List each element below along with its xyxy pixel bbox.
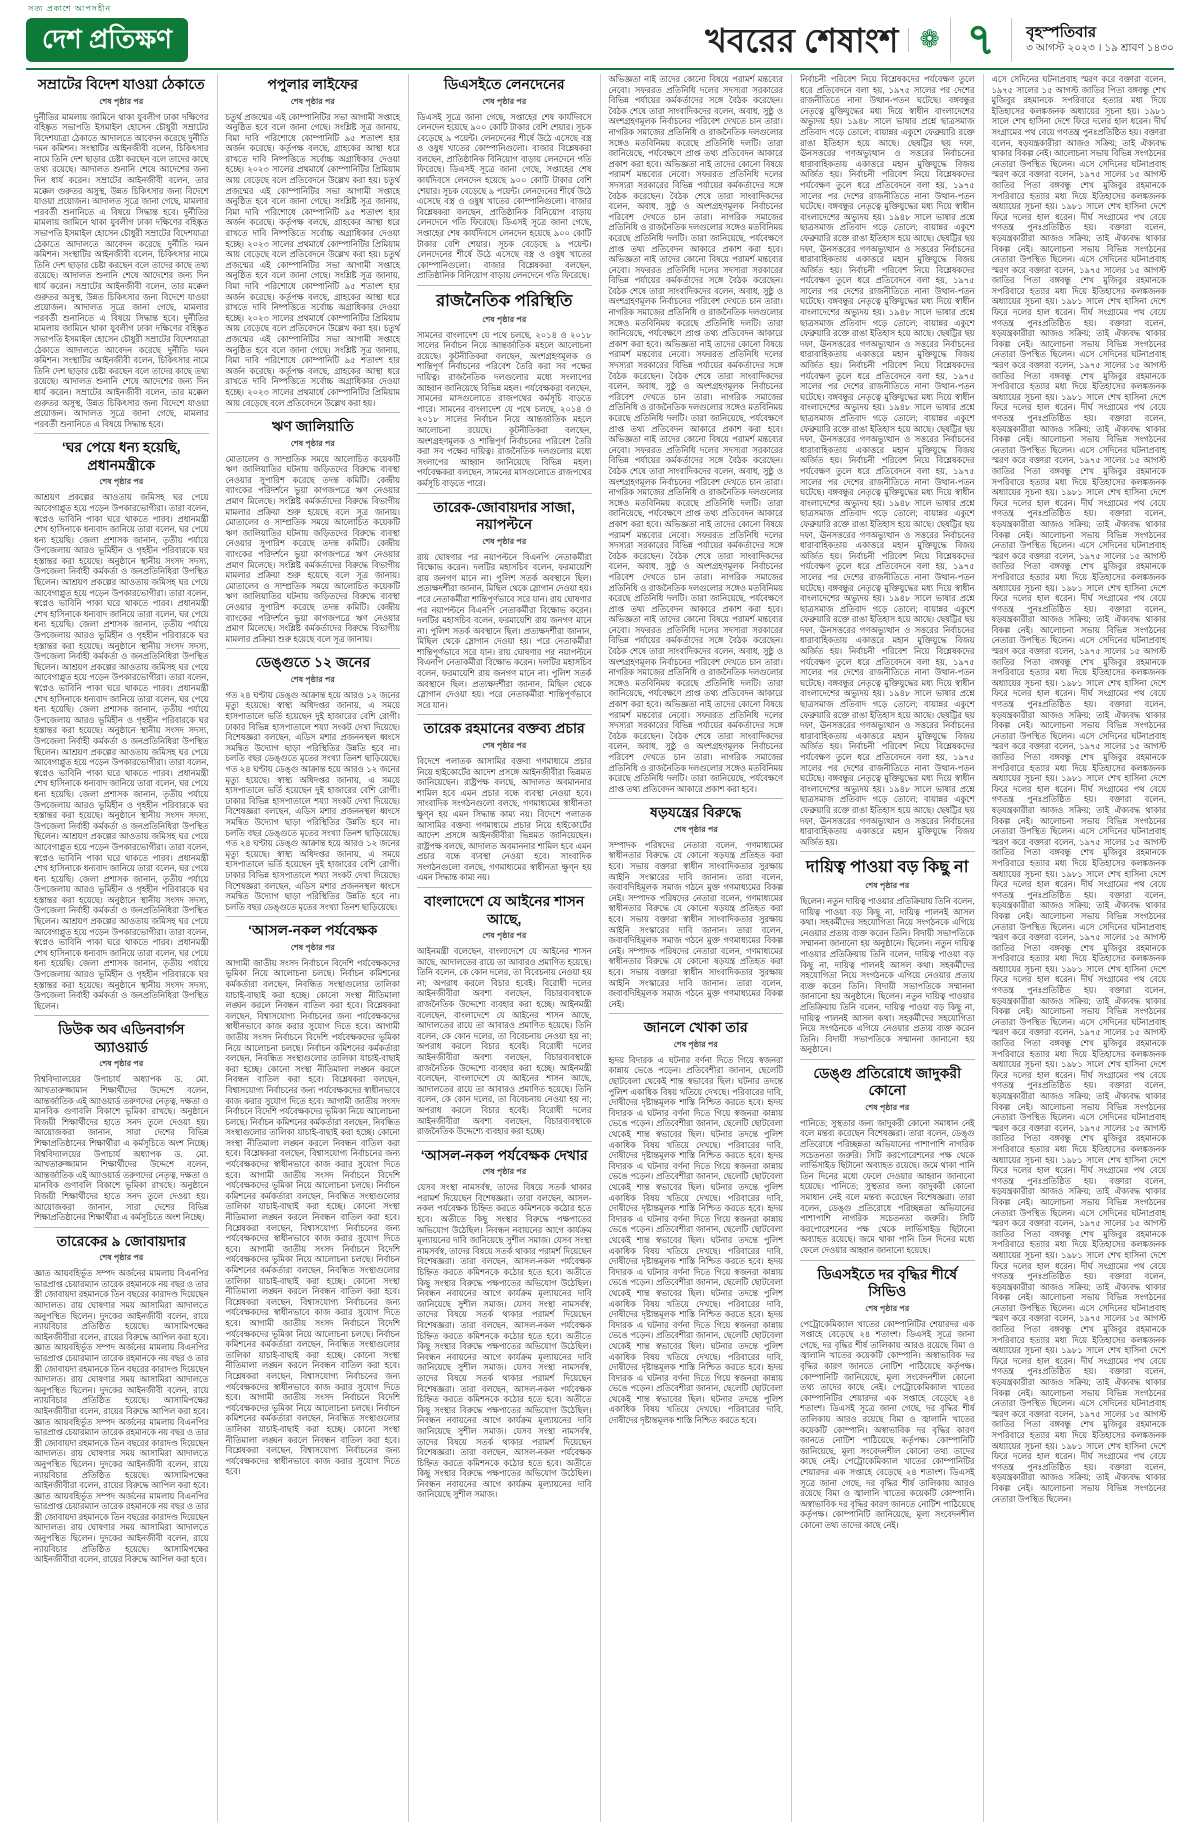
article-headline: তারেক রহমানের বক্তব্য প্রচার [423,720,585,737]
article-headline: ডিউক অব এডিনবার্গস অ্যাওয়ার্ড [58,1021,185,1055]
masthead [26,4,1174,70]
continued-from-label: শেষ পৃষ্ঠার পর [482,536,527,546]
article-headline: ডিএসইতে লেনদেনের [443,76,565,92]
continued-from-label: শেষ পৃষ্ঠার পর [482,1167,527,1177]
article [226,74,401,408]
article [417,74,592,281]
article-body: যেসব সংস্থা নামসর্বস্ব, তাদের বিষয়ে সতর্ক থাকার পরামর্শ দিয়েছেন বিশেষজ্ঞরা। তারা বলছেন, আসল-নকল পর্যবেক্ষক চিহ্নিত করতে কমিশনকে কঠোর হতে হবে। অতীতে কিছু সংস্থার বিরুদ্ধে পক্ষপাতের অভিযোগ উঠেছিল। নিবন্ধন নবায়নের আগে কার্যক্রম মূল্যায়নের দাবি জানিয়েছে সুশীল সমাজ। যেসব সংস্থা নামসর্বস্ব, তাদের বিষয়ে সতর্ক থাকার পরামর্শ দিয়েছেন বিশেষজ্ঞরা। তারা বলছেন, আসল-নকল পর্যবেক্ষক চিহ্নিত করতে কমিশনকে কঠোর হতে হবে। অতীতে কিছু সংস্থার বিরুদ্ধে পক্ষপাতের অভিযোগ উঠেছিল। নিবন্ধন নবায়নের আগে কার্যক্রম মূল্যায়নের দাবি জানিয়েছে সুশীল সমাজ। যেসব সংস্থা নামসর্বস্ব, তাদের বিষয়ে সতর্ক থাকার পরামর্শ দিয়েছেন বিশেষজ্ঞরা। তারা বলছেন, আসল-নকল পর্যবেক্ষক চিহ্নিত করতে কমিশনকে কঠোর হতে হবে। অতীতে কিছু সংস্থার বিরুদ্ধে পক্ষপাতের অভিযোগ উঠেছিল। নিবন্ধন নবায়নের আগে কার্যক্রম মূল্যায়নের দাবি জানিয়েছে সুশীল সমাজ। যেসব সংস্থা নামসর্বস্ব, তাদের বিষয়ে সতর্ক থাকার পরামর্শ দিয়েছেন বিশেষজ্ঞরা। তারা বলছেন, আসল-নকল পর্যবেক্ষক চিহ্নিত করতে কমিশনকে কঠোর হতে হবে। অতীতে কিছু সংস্থার বিরুদ্ধে পক্ষপাতের অভিযোগ উঠেছিল। নিবন্ধন নবায়নের আগে কার্যক্রম মূল্যায়নের দাবি জানিয়েছে সুশীল সমাজ। যেসব সংস্থা নামসর্বস্ব, তাদের বিষয়ে সতর্ক থাকার পরামর্শ দিয়েছেন বিশেষজ্ঞরা। তারা বলছেন, আসল-নকল পর্যবেক্ষক চিহ্নিত করতে কমিশনকে কঠোর হতে হবে। অতীতে কিছু সংস্থার বিরুদ্ধে পক্ষপাতের অভিযোগ উঠেছিল। নিবন্ধন নবায়নের আগে কার্যক্রম মূল্যায়নের দাবি জানিয়েছে সুশীল সমাজ। [417,1182,592,1500]
news-column-1 [26,74,217,1822]
article [609,798,784,1009]
continued-from-label: শেষ পৃষ্ঠার পর [99,1253,144,1263]
article [417,887,592,1137]
article-body: ছিলেন। নতুন দায়িত্ব পাওয়ার প্রতিক্রিয়ায় তিনি বলেন, দায়িত্ব পাওয়া বড় কিছু না, দায়িত্ব পালনই আসল কথা। সহকর্মীদের সহযোগিতা নিয়ে সংগঠনকে এগিয়ে নেওয়ার প্রত্যয় ব্যক্ত করেন তিনি। বিদায়ী সভাপতিকে সম্মাননা জানানো হয় অনুষ্ঠানে। ছিলেন। নতুন দায়িত্ব পাওয়ার প্রতিক্রিয়ায় তিনি বলেন, দায়িত্ব পাওয়া বড় কিছু না, দায়িত্ব পালনই আসল কথা। সহকর্মীদের সহযোগিতা নিয়ে সংগঠনকে এগিয়ে নেওয়ার প্রত্যয় ব্যক্ত করেন তিনি। বিদায়ী সভাপতিকে সম্মাননা জানানো হয় অনুষ্ঠানে। ছিলেন। নতুন দায়িত্ব পাওয়ার প্রতিক্রিয়ায় তিনি বলেন, দায়িত্ব পাওয়া বড় কিছু না, দায়িত্ব পালনই আসল কথা। সহকর্মীদের সহযোগিতা নিয়ে সংগঠনকে এগিয়ে নেওয়ার প্রত্যয় ব্যক্ত করেন তিনি। বিদায়ী সভাপতিকে সম্মাননা জানানো হয় অনুষ্ঠানে। [800,895,975,1055]
article-headline: পপুলার লাইফের [267,76,358,92]
continued-from-label: শেষ পৃষ্ঠার পর [865,880,910,890]
article-body: বিদেশে পলাতক আসামির বক্তব্য গণমাধ্যমে প্রচার নিয়ে হাইকোর্টের আদেশ প্রসঙ্গে আইনজীবীরা ভিন্নমত জানিয়েছেন। রাষ্ট্রপক্ষ বলছে, আদালত অবমাননার শামিল হবে এমন প্রচার বন্ধে ব্যবস্থা নেওয়া হবে। সাংবাদিক সংগঠনগুলো বলছে, গণমাধ্যমের স্বাধীনতা ক্ষুণ্ন হয় এমন সিদ্ধান্ত কাম্য নয়। বিদেশে পলাতক আসামির বক্তব্য গণমাধ্যমে প্রচার নিয়ে হাইকোর্টের আদেশ প্রসঙ্গে আইনজীবীরা ভিন্নমত জানিয়েছেন। রাষ্ট্রপক্ষ বলছে, আদালত অবমাননার শামিল হবে এমন প্রচার বন্ধে ব্যবস্থা নেওয়া হবে। সাংবাদিক সংগঠনগুলো বলছে, গণমাধ্যমের স্বাধীনতা ক্ষুণ্ন হয় এমন সিদ্ধান্ত কাম্য নয়। [417,755,592,883]
article-headline: ডেঙ্গুতে ১২ জনের [255,654,371,671]
article-headline: ডেঙ্গু প্রতিরোধে জাদুকরী কোনো [813,1064,962,1099]
article-continuation [800,74,975,847]
article-body: আগামী জাতীয় সংসদ নির্বাচনে বিদেশি পর্যবেক্ষকদের ভূমিকা নিয়ে আলোচনা চলছে। নির্বাচন কমিশনের কর্মকর্তারা বলছেন, নিবন্ধিত সংস্থাগুলোর তালিকা যাচাই-বাছাই করা হচ্ছে। কোনো সংস্থা নীতিমালা লঙ্ঘন করলে নিবন্ধন বাতিল করা হবে। বিশ্লেষকরা বলছেন, বিশ্বাসযোগ্য নির্বাচনের জন্য পর্যবেক্ষকদের স্বাধীনভাবে কাজ করার সুযোগ দিতে হবে। আগামী জাতীয় সংসদ নির্বাচনে বিদেশি পর্যবেক্ষকদের ভূমিকা নিয়ে আলোচনা চলছে। নির্বাচন কমিশনের কর্মকর্তারা বলছেন, নিবন্ধিত সংস্থাগুলোর তালিকা যাচাই-বাছাই করা হচ্ছে। কোনো সংস্থা নীতিমালা লঙ্ঘন করলে নিবন্ধন বাতিল করা হবে। বিশ্লেষকরা বলছেন, বিশ্বাসযোগ্য নির্বাচনের জন্য পর্যবেক্ষকদের স্বাধীনভাবে কাজ করার সুযোগ দিতে হবে। আগামী জাতীয় সংসদ নির্বাচনে বিদেশি পর্যবেক্ষকদের ভূমিকা নিয়ে আলোচনা চলছে। নির্বাচন কমিশনের কর্মকর্তারা বলছেন, নিবন্ধিত সংস্থাগুলোর তালিকা যাচাই-বাছাই করা হচ্ছে। কোনো সংস্থা নীতিমালা লঙ্ঘন করলে নিবন্ধন বাতিল করা হবে। বিশ্লেষকরা বলছেন, বিশ্বাসযোগ্য নির্বাচনের জন্য পর্যবেক্ষকদের স্বাধীনভাবে কাজ করার সুযোগ দিতে হবে। আগামী জাতীয় সংসদ নির্বাচনে বিদেশি পর্যবেক্ষকদের ভূমিকা নিয়ে আলোচনা চলছে। নির্বাচন কমিশনের কর্মকর্তারা বলছেন, নিবন্ধিত সংস্থাগুলোর তালিকা যাচাই-বাছাই করা হচ্ছে। কোনো সংস্থা নীতিমালা লঙ্ঘন করলে নিবন্ধন বাতিল করা হবে। বিশ্লেষকরা বলছেন, বিশ্বাসযোগ্য নির্বাচনের জন্য পর্যবেক্ষকদের স্বাধীনভাবে কাজ করার সুযোগ দিতে হবে। আগামী জাতীয় সংসদ নির্বাচনে বিদেশি পর্যবেক্ষকদের ভূমিকা নিয়ে আলোচনা চলছে। নির্বাচন কমিশনের কর্মকর্তারা বলছেন, নিবন্ধিত সংস্থাগুলোর তালিকা যাচাই-বাছাই করা হচ্ছে। কোনো সংস্থা নীতিমালা লঙ্ঘন করলে নিবন্ধন বাতিল করা হবে। বিশ্লেষকরা বলছেন, বিশ্বাসযোগ্য নির্বাচনের জন্য পর্যবেক্ষকদের স্বাধীনভাবে কাজ করার সুযোগ দিতে হবে। আগামী জাতীয় সংসদ নির্বাচনে বিদেশি পর্যবেক্ষকদের ভূমিকা নিয়ে আলোচনা চলছে। নির্বাচন কমিশনের কর্মকর্তারা বলছেন, নিবন্ধিত সংস্থাগুলোর তালিকা যাচাই-বাছাই করা হচ্ছে। কোনো সংস্থা নীতিমালা লঙ্ঘন করলে নিবন্ধন বাতিল করা হবে। বিশ্লেষকরা বলছেন, বিশ্বাসযোগ্য নির্বাচনের জন্য পর্যবেক্ষকদের স্বাধীনভাবে কাজ করার সুযোগ দিতে হবে। আগামী জাতীয় সংসদ নির্বাচনে বিদেশি পর্যবেক্ষকদের ভূমিকা নিয়ে আলোচনা চলছে। নির্বাচন কমিশনের কর্মকর্তারা বলছেন, নিবন্ধিত সংস্থাগুলোর তালিকা যাচাই-বাছাই করা হচ্ছে। কোনো সংস্থা নীতিমালা লঙ্ঘন করলে নিবন্ধন বাতিল করা হবে। বিশ্লেষকরা বলছেন, বিশ্বাসযোগ্য নির্বাচনের জন্য পর্যবেক্ষকদের স্বাধীনভাবে কাজ করার সুযোগ দিতে হবে। [225,957,400,1477]
news-column-5 [791,74,983,1822]
continued-from-label: শেষ পৃষ্ঠার পর [482,931,527,941]
article-body: বিশ্ববিদ্যালয়ের উপাচার্য অধ্যাপক ড. মো. আখতারুজ্জামান শিক্ষার্থীদের উদ্দেশে বলেন, আন্তর্জাতিক এই অ্যাওয়ার্ড তরুণদের নেতৃত্ব, দক্ষতা ও মানবিক গুণাবলি বিকাশে ভূমিকা রাখছে। অনুষ্ঠানে বিজয়ী শিক্ষার্থীদের হাতে সনদ তুলে দেওয়া হয়। আয়োজকরা জানান, সারা দেশের বিভিন্ন শিক্ষাপ্রতিষ্ঠানের শিক্ষার্থীরা এ কর্মসূচিতে অংশ নিচ্ছে। বিশ্ববিদ্যালয়ের উপাচার্য অধ্যাপক ড. মো. আখতারুজ্জামান শিক্ষার্থীদের উদ্দেশে বলেন, আন্তর্জাতিক এই অ্যাওয়ার্ড তরুণদের নেতৃত্ব, দক্ষতা ও মানবিক গুণাবলি বিকাশে ভূমিকা রাখছে। অনুষ্ঠানে বিজয়ী শিক্ষার্থীদের হাতে সনদ তুলে দেওয়া হয়। আয়োজকরা জানান, সারা দেশের বিভিন্ন শিক্ষাপ্রতিষ্ঠানের শিক্ষার্থীরা এ কর্মসূচিতে অংশ নিচ্ছে। [34,1074,209,1223]
continued-from-label: শেষ পৃষ্ঠার পর [865,1102,910,1112]
article-body: রায় ঘোষণার পর নয়াপল্টনে বিএনপি নেতাকর্মীরা বিক্ষোভ করেন। দলটির মহাসচিব বলেন, ফরমায়েশি রায় জনগণ মানে না। পুলিশ সতর্ক অবস্থানে ছিল। প্রত্যক্ষদর্শীরা জানান, মিছিল থেকে স্লোগান দেওয়া হয়। পরে নেতাকর্মীরা শান্তিপূর্ণভাবে সরে যান। রায় ঘোষণার পর নয়াপল্টনে বিএনপি নেতাকর্মীরা বিক্ষোভ করেন। দলটির মহাসচিব বলেন, ফরমায়েশি রায় জনগণ মানে না। পুলিশ সতর্ক অবস্থানে ছিল। প্রত্যক্ষদর্শীরা জানান, মিছিল থেকে স্লোগান দেওয়া হয়। পরে নেতাকর্মীরা শান্তিপূর্ণভাবে সরে যান। রায় ঘোষণার পর নয়াপল্টনে বিএনপি নেতাকর্মীরা বিক্ষোভ করেন। দলটির মহাসচিব বলেন, ফরমায়েশি রায় জনগণ মানে না। পুলিশ সতর্ক অবস্থানে ছিল। প্রত্যক্ষদর্শীরা জানান, মিছিল থেকে স্লোগান দেওয়া হয়। পরে নেতাকর্মীরা শান্তিপূর্ণভাবে সরে যান। [417,551,592,710]
continued-from-label: শেষ পৃষ্ঠার পর [290,942,335,952]
article-body: ডিএসই সূত্রে জানা গেছে, সপ্তাহের শেষ কার্যদিবসে লেনদেন হয়েছে ৯০০ কোটি টাকার বেশি শেয়ার। সূচক বেড়েছে ৯ পয়েন্ট। লেনদেনের শীর্ষে উঠে এসেছে বস্ত্র ও ওষুধ খাতের কোম্পানিগুলো। বাজার বিশ্লেষকরা বলছেন, প্রাতিষ্ঠানিক বিনিয়োগ বাড়ায় লেনদেনে গতি ফিরেছে। ডিএসই সূত্রে জানা গেছে, সপ্তাহের শেষ কার্যদিবসে লেনদেন হয়েছে ৯০০ কোটি টাকার বেশি শেয়ার। সূচক বেড়েছে ৯ পয়েন্ট। লেনদেনের শীর্ষে উঠে এসেছে বস্ত্র ও ওষুধ খাতের কোম্পানিগুলো। বাজার বিশ্লেষকরা বলছেন, প্রাতিষ্ঠানিক বিনিয়োগ বাড়ায় লেনদেনে গতি ফিরেছে। ডিএসই সূত্রে জানা গেছে, সপ্তাহের শেষ কার্যদিবসে লেনদেন হয়েছে ৯০০ কোটি টাকার বেশি শেয়ার। সূচক বেড়েছে ৯ পয়েন্ট। লেনদেনের শীর্ষে উঠে এসেছে বস্ত্র ও ওষুধ খাতের কোম্পানিগুলো। বাজার বিশ্লেষকরা বলছেন, প্রাতিষ্ঠানিক বিনিয়োগ বাড়ায় লেনদেনে গতি ফিরেছে। [417,111,592,281]
news-column-2 [217,74,409,1822]
continued-from-label: শেষ পৃষ্ঠার পর [290,438,335,448]
article [417,285,592,489]
article-body: পানিতে; সুস্থতার জন্য জাদুকরী কোনো সমাধান নেই বলে মন্তব্য করেছেন বিশেষজ্ঞরা। তারা বলেন, ডেঙ্গু প্রতিরোধে পরিচ্ছন্নতা অভিযানের পাশাপাশি নাগরিক সচেতনতা জরুরি। সিটি করপোরেশনের পক্ষ থেকে লার্ভিসাইড ছিটানো অব্যাহত রয়েছে। জমে থাকা পানি তিন দিনের মধ্যে ফেলে দেওয়ার আহ্বান জানানো হয়েছে। পানিতে; সুস্থতার জন্য জাদুকরী কোনো সমাধান নেই বলে মন্তব্য করেছেন বিশেষজ্ঞরা। তারা বলেন, ডেঙ্গু প্রতিরোধে পরিচ্ছন্নতা অভিযানের পাশাপাশি নাগরিক সচেতনতা জরুরি। সিটি করপোরেশনের পক্ষ থেকে লার্ভিসাইড ছিটানো অব্যাহত রয়েছে। জমে থাকা পানি তিন দিনের মধ্যে ফেলে দেওয়ার আহ্বান জানানো হয়েছে। [800,1117,975,1255]
article [609,1013,784,1425]
flower-icon: ❁ [908,28,949,52]
newspaper-logo: দেশ প্রতিক্ষণ [26,18,188,62]
article-headline: তারেক-জোবায়দার সাজা, নয়াপল্টনে [433,498,575,533]
continued-from-label: শেষ পৃষ্ঠার পর [865,1303,910,1313]
article-body: গত ২৪ ঘণ্টায় ডেঙ্গু আক্রান্ত হয়ে আরও ১২ জনের মৃত্যু হয়েছে। স্বাস্থ্য অধিদপ্তর জানায়, এ সময়ে হাসপাতালে ভর্তি হয়েছেন দুই হাজারের বেশি রোগী। ঢাকার বিভিন্ন হাসপাতালে শয্যা সংকট দেখা দিয়েছে। বিশেষজ্ঞরা বলছেন, এডিস মশার প্রজননস্থল ধ্বংসে সমন্বিত উদ্যোগ ছাড়া পরিস্থিতির উন্নতি হবে না। চলতি বছর ডেঙ্গুতে মৃতের সংখ্যা তিনশ ছাড়িয়েছে। গত ২৪ ঘণ্টায় ডেঙ্গু আক্রান্ত হয়ে আরও ১২ জনের মৃত্যু হয়েছে। স্বাস্থ্য অধিদপ্তর জানায়, এ সময়ে হাসপাতালে ভর্তি হয়েছেন দুই হাজারের বেশি রোগী। ঢাকার বিভিন্ন হাসপাতালে শয্যা সংকট দেখা দিয়েছে। বিশেষজ্ঞরা বলছেন, এডিস মশার প্রজননস্থল ধ্বংসে সমন্বিত উদ্যোগ ছাড়া পরিস্থিতির উন্নতি হবে না। চলতি বছর ডেঙ্গুতে মৃতের সংখ্যা তিনশ ছাড়িয়েছে। গত ২৪ ঘণ্টায় ডেঙ্গু আক্রান্ত হয়ে আরও ১২ জনের মৃত্যু হয়েছে। স্বাস্থ্য অধিদপ্তর জানায়, এ সময়ে হাসপাতালে ভর্তি হয়েছেন দুই হাজারের বেশি রোগী। ঢাকার বিভিন্ন হাসপাতালে শয্যা সংকট দেখা দিয়েছে। বিশেষজ্ঞরা বলছেন, এডিস মশার প্রজননস্থল ধ্বংসে সমন্বিত উদ্যোগ ছাড়া পরিস্থিতির উন্নতি হবে না। চলতি বছর ডেঙ্গুতে মৃতের সংখ্যা তিনশ ছাড়িয়েছে। [225,689,400,912]
article [34,433,209,1011]
article [417,714,592,883]
masthead-tagline: সত্য প্রকাশে আপসহীন [28,4,112,13]
article-body: আইনমন্ত্রী বলেছেন, বাংলাদেশে যে আইনের শাসন আছে, আদালতের রায়ে তা আবারও প্রমাণিত হয়েছে। তিনি বলেন, কে কোন দলের, তা বিবেচনায় নেওয়া হয় না; অপরাধ করলে বিচার হবেই। বিরোধী দলের আইনজীবীরা অবশ্য বলছেন, বিচারব্যবস্থাকে রাজনৈতিক উদ্দেশ্যে ব্যবহার করা হচ্ছে। আইনমন্ত্রী বলেছেন, বাংলাদেশে যে আইনের শাসন আছে, আদালতের রায়ে তা আবারও প্রমাণিত হয়েছে। তিনি বলেন, কে কোন দলের, তা বিবেচনায় নেওয়া হয় না; অপরাধ করলে বিচার হবেই। বিরোধী দলের আইনজীবীরা অবশ্য বলছেন, বিচারব্যবস্থাকে রাজনৈতিক উদ্দেশ্যে ব্যবহার করা হচ্ছে। আইনমন্ত্রী বলেছেন, বাংলাদেশে যে আইনের শাসন আছে, আদালতের রায়ে তা আবারও প্রমাণিত হয়েছে। তিনি বলেন, কে কোন দলের, তা বিবেচনায় নেওয়া হয় না; অপরাধ করলে বিচার হবেই। বিরোধী দলের আইনজীবীরা অবশ্য বলছেন, বিচারব্যবস্থাকে রাজনৈতিক উদ্দেশ্যে ব্যবহার করা হচ্ছে। [417,946,592,1137]
article-headline: ডিএসইতে দর বৃদ্ধির শীর্ষে সিভিও [817,1265,958,1300]
article-headline: ‘ঘর পেয়ে ধন্য হয়েছি, প্রধানমন্ত্রীকে [61,439,181,473]
continued-from-label: শেষ পৃষ্ঠার পর [290,674,335,684]
continued-from-label: শেষ পৃষ্ঠার পর [673,1039,718,1049]
continued-from-label: শেষ পৃষ্ঠার পর [482,96,527,106]
article-body: নির্বাচনী পরিবেশ নিয়ে বিশ্লেষকদের পর্যবেক্ষণ তুলে ধরে প্রতিবেদনে বলা হয়, ১৯৭৫ সালের পর দেশের রাজনীতিতে নানা উত্থান-পতন ঘটেছে। বঙ্গবন্ধুর নেতৃত্বে মুক্তিযুদ্ধের মধ্য দিয়ে স্বাধীন বাংলাদেশের অভ্যুদয় হয়। ১৯৪৮ সালে ভাষার প্রশ্নে ছাত্রসমাজ প্রতিবাদ গড়ে তোলে; বায়ান্নর একুশে ফেব্রুয়ারি রক্তে রাঙা ইতিহাস হয়ে আছে। ছেষট্টির ছয় দফা, ঊনসত্তরের গণঅভ্যুত্থান ও সত্তরের নির্বাচনের ধারাবাহিকতায় একাত্তরে মহান মুক্তিযুদ্ধে বিজয় অর্জিত হয়। নির্বাচনী পরিবেশ নিয়ে বিশ্লেষকদের পর্যবেক্ষণ তুলে ধরে প্রতিবেদনে বলা হয়, ১৯৭৫ সালের পর দেশের রাজনীতিতে নানা উত্থান-পতন ঘটেছে। বঙ্গবন্ধুর নেতৃত্বে মুক্তিযুদ্ধের মধ্য দিয়ে স্বাধীন বাংলাদেশের অভ্যুদয় হয়। ১৯৪৮ সালে ভাষার প্রশ্নে ছাত্রসমাজ প্রতিবাদ গড়ে তোলে; বায়ান্নর একুশে ফেব্রুয়ারি রক্তে রাঙা ইতিহাস হয়ে আছে। ছেষট্টির ছয় দফা, ঊনসত্তরের গণঅভ্যুত্থান ও সত্তরের নির্বাচনের ধারাবাহিকতায় একাত্তরে মহান মুক্তিযুদ্ধে বিজয় অর্জিত হয়। নির্বাচনী পরিবেশ নিয়ে বিশ্লেষকদের পর্যবেক্ষণ তুলে ধরে প্রতিবেদনে বলা হয়, ১৯৭৫ সালের পর দেশের রাজনীতিতে নানা উত্থান-পতন ঘটেছে। বঙ্গবন্ধুর নেতৃত্বে মুক্তিযুদ্ধের মধ্য দিয়ে স্বাধীন বাংলাদেশের অভ্যুদয় হয়। ১৯৪৮ সালে ভাষার প্রশ্নে ছাত্রসমাজ প্রতিবাদ গড়ে তোলে; বায়ান্নর একুশে ফেব্রুয়ারি রক্তে রাঙা ইতিহাস হয়ে আছে। ছেষট্টির ছয় দফা, ঊনসত্তরের গণঅভ্যুত্থান ও সত্তরের নির্বাচনের ধারাবাহিকতায় একাত্তরে মহান মুক্তিযুদ্ধে বিজয় অর্জিত হয়। নির্বাচনী পরিবেশ নিয়ে বিশ্লেষকদের পর্যবেক্ষণ তুলে ধরে প্রতিবেদনে বলা হয়, ১৯৭৫ সালের পর দেশের রাজনীতিতে নানা উত্থান-পতন ঘটেছে। বঙ্গবন্ধুর নেতৃত্বে মুক্তিযুদ্ধের মধ্য দিয়ে স্বাধীন বাংলাদেশের অভ্যুদয় হয়। ১৯৪৮ সালে ভাষার প্রশ্নে ছাত্রসমাজ প্রতিবাদ গড়ে তোলে; বায়ান্নর একুশে ফেব্রুয়ারি রক্তে রাঙা ইতিহাস হয়ে আছে। ছেষট্টির ছয় দফা, ঊনসত্তরের গণঅভ্যুত্থান ও সত্তরের নির্বাচনের ধারাবাহিকতায় একাত্তরে মহান মুক্তিযুদ্ধে বিজয় অর্জিত হয়। নির্বাচনী পরিবেশ নিয়ে বিশ্লেষকদের পর্যবেক্ষণ তুলে ধরে প্রতিবেদনে বলা হয়, ১৯৭৫ সালের পর দেশের রাজনীতিতে নানা উত্থান-পতন ঘটেছে। বঙ্গবন্ধুর নেতৃত্বে মুক্তিযুদ্ধের মধ্য দিয়ে স্বাধীন বাংলাদেশের অভ্যুদয় হয়। ১৯৪৮ সালে ভাষার প্রশ্নে ছাত্রসমাজ প্রতিবাদ গড়ে তোলে; বায়ান্নর একুশে ফেব্রুয়ারি রক্তে রাঙা ইতিহাস হয়ে আছে। ছেষট্টির ছয় দফা, ঊনসত্তরের গণঅভ্যুত্থান ও সত্তরের নির্বাচনের ধারাবাহিকতায় একাত্তরে মহান মুক্তিযুদ্ধে বিজয় অর্জিত হয়। নির্বাচনী পরিবেশ নিয়ে বিশ্লেষকদের পর্যবেক্ষণ তুলে ধরে প্রতিবেদনে বলা হয়, ১৯৭৫ সালের পর দেশের রাজনীতিতে নানা উত্থান-পতন ঘটেছে। বঙ্গবন্ধুর নেতৃত্বে মুক্তিযুদ্ধের মধ্য দিয়ে স্বাধীন বাংলাদেশের অভ্যুদয় হয়। ১৯৪৮ সালে ভাষার প্রশ্নে ছাত্রসমাজ প্রতিবাদ গড়ে তোলে; বায়ান্নর একুশে ফেব্রুয়ারি রক্তে রাঙা ইতিহাস হয়ে আছে। ছেষট্টির ছয় দফা, ঊনসত্তরের গণঅভ্যুত্থান ও সত্তরের নির্বাচনের ধারাবাহিকতায় একাত্তরে মহান মুক্তিযুদ্ধে বিজয় অর্জিত হয়। নির্বাচনী পরিবেশ নিয়ে বিশ্লেষকদের পর্যবেক্ষণ তুলে ধরে প্রতিবেদনে বলা হয়, ১৯৭৫ সালের পর দেশের রাজনীতিতে নানা উত্থান-পতন ঘটেছে। বঙ্গবন্ধুর নেতৃত্বে মুক্তিযুদ্ধের মধ্য দিয়ে স্বাধীন বাংলাদেশের অভ্যুদয় হয়। ১৯৪৮ সালে ভাষার প্রশ্নে ছাত্রসমাজ প্রতিবাদ গড়ে তোলে; বায়ান্নর একুশে ফেব্রুয়ারি রক্তে রাঙা ইতিহাস হয়ে আছে। ছেষট্টির ছয় দফা, ঊনসত্তরের গণঅভ্যুত্থান ও সত্তরের নির্বাচনের ধারাবাহিকতায় একাত্তরে মহান মুক্তিযুদ্ধে বিজয় অর্জিত হয়। নির্বাচনী পরিবেশ নিয়ে বিশ্লেষকদের পর্যবেক্ষণ তুলে ধরে প্রতিবেদনে বলা হয়, ১৯৭৫ সালের পর দেশের রাজনীতিতে নানা উত্থান-পতন ঘটেছে। বঙ্গবন্ধুর নেতৃত্বে মুক্তিযুদ্ধের মধ্য দিয়ে স্বাধীন বাংলাদেশের অভ্যুদয় হয়। ১৯৪৮ সালে ভাষার প্রশ্নে ছাত্রসমাজ প্রতিবাদ গড়ে তোলে; বায়ান্নর একুশে ফেব্রুয়ারি রক্তে রাঙা ইতিহাস হয়ে আছে। ছেষট্টির ছয় দফা, ঊনসত্তরের গণঅভ্যুত্থান ও সত্তরের নির্বাচনের ধারাবাহিকতায় একাত্তরে মহান মুক্তিযুদ্ধে বিজয় অর্জিত হয়। [800,74,975,847]
article-body: আশ্রয়ণ প্রকল্পের আওতায় জমিসহ ঘর পেয়ে আবেগাপ্লুত হয়ে পড়েন উপকারভোগীরা। তারা বলেন, স্বপ্নেও ভাবিনি পাকা ঘরে থাকতে পারব। প্রধানমন্ত্রী শেখ হাসিনাকে ধন্যবাদ জানিয়ে তারা বলেন, ঘর পেয়ে ধন্য হয়েছি। জেলা প্রশাসক জানান, তৃতীয় পর্যায়ে উপজেলায় আরও ভূমিহীন ও গৃহহীন পরিবারকে ঘর হস্তান্তর করা হয়েছে। অনুষ্ঠানে স্থানীয় সংসদ সদস্য, উপজেলা নির্বাহী কর্মকর্তা ও জনপ্রতিনিধিরা উপস্থিত ছিলেন। আশ্রয়ণ প্রকল্পের আওতায় জমিসহ ঘর পেয়ে আবেগাপ্লুত হয়ে পড়েন উপকারভোগীরা। তারা বলেন, স্বপ্নেও ভাবিনি পাকা ঘরে থাকতে পারব। প্রধানমন্ত্রী শেখ হাসিনাকে ধন্যবাদ জানিয়ে তারা বলেন, ঘর পেয়ে ধন্য হয়েছি। জেলা প্রশাসক জানান, তৃতীয় পর্যায়ে উপজেলায় আরও ভূমিহীন ও গৃহহীন পরিবারকে ঘর হস্তান্তর করা হয়েছে। অনুষ্ঠানে স্থানীয় সংসদ সদস্য, উপজেলা নির্বাহী কর্মকর্তা ও জনপ্রতিনিধিরা উপস্থিত ছিলেন। আশ্রয়ণ প্রকল্পের আওতায় জমিসহ ঘর পেয়ে আবেগাপ্লুত হয়ে পড়েন উপকারভোগীরা। তারা বলেন, স্বপ্নেও ভাবিনি পাকা ঘরে থাকতে পারব। প্রধানমন্ত্রী শেখ হাসিনাকে ধন্যবাদ জানিয়ে তারা বলেন, ঘর পেয়ে ধন্য হয়েছি। জেলা প্রশাসক জানান, তৃতীয় পর্যায়ে উপজেলায় আরও ভূমিহীন ও গৃহহীন পরিবারকে ঘর হস্তান্তর করা হয়েছে। অনুষ্ঠানে স্থানীয় সংসদ সদস্য, উপজেলা নির্বাহী কর্মকর্তা ও জনপ্রতিনিধিরা উপস্থিত ছিলেন। আশ্রয়ণ প্রকল্পের আওতায় জমিসহ ঘর পেয়ে আবেগাপ্লুত হয়ে পড়েন উপকারভোগীরা। তারা বলেন, স্বপ্নেও ভাবিনি পাকা ঘরে থাকতে পারব। প্রধানমন্ত্রী শেখ হাসিনাকে ধন্যবাদ জানিয়ে তারা বলেন, ঘর পেয়ে ধন্য হয়েছি। জেলা প্রশাসক জানান, তৃতীয় পর্যায়ে উপজেলায় আরও ভূমিহীন ও গৃহহীন পরিবারকে ঘর হস্তান্তর করা হয়েছে। অনুষ্ঠানে স্থানীয় সংসদ সদস্য, উপজেলা নির্বাহী কর্মকর্তা ও জনপ্রতিনিধিরা উপস্থিত ছিলেন। আশ্রয়ণ প্রকল্পের আওতায় জমিসহ ঘর পেয়ে আবেগাপ্লুত হয়ে পড়েন উপকারভোগীরা। তারা বলেন, স্বপ্নেও ভাবিনি পাকা ঘরে থাকতে পারব। প্রধানমন্ত্রী শেখ হাসিনাকে ধন্যবাদ জানিয়ে তারা বলেন, ঘর পেয়ে ধন্য হয়েছি। জেলা প্রশাসক জানান, তৃতীয় পর্যায়ে উপজেলায় আরও ভূমিহীন ও গৃহহীন পরিবারকে ঘর হস্তান্তর করা হয়েছে। অনুষ্ঠানে স্থানীয় সংসদ সদস্য, উপজেলা নির্বাহী কর্মকর্তা ও জনপ্রতিনিধিরা উপস্থিত ছিলেন। আশ্রয়ণ প্রকল্পের আওতায় জমিসহ ঘর পেয়ে আবেগাপ্লুত হয়ে পড়েন উপকারভোগীরা। তারা বলেন, স্বপ্নেও ভাবিনি পাকা ঘরে থাকতে পারব। প্রধানমন্ত্রী শেখ হাসিনাকে ধন্যবাদ জানিয়ে তারা বলেন, ঘর পেয়ে ধন্য হয়েছি। জেলা প্রশাসক জানান, তৃতীয় পর্যায়ে উপজেলায় আরও ভূমিহীন ও গৃহহীন পরিবারকে ঘর হস্তান্তর করা হয়েছে। অনুষ্ঠানে স্থানীয় সংসদ সদস্য, উপজেলা নির্বাহী কর্মকর্তা ও জনপ্রতিনিধিরা উপস্থিত ছিলেন। [34,492,209,1011]
news-column-4 [600,74,792,1822]
article-body: মোতালেব ও সাম্প্রতিক সময়ে আলোচিত কয়েকটি ঋণ জালিয়াতির ঘটনায় জড়িতদের বিরুদ্ধে ব্যবস্থা নেওয়ার সুপারিশ করেছে তদন্ত কমিটি। কেন্দ্রীয় ব্যাংকের পরিদর্শনে ভুয়া কাগজপত্রে ঋণ নেওয়ার প্রমাণ মিলেছে। সংশ্লিষ্ট কর্মকর্তাদের বিরুদ্ধে বিভাগীয় মামলার প্রক্রিয়া শুরু হয়েছে বলে সূত্র জানায়। মোতালেব ও সাম্প্রতিক সময়ে আলোচিত কয়েকটি ঋণ জালিয়াতির ঘটনায় জড়িতদের বিরুদ্ধে ব্যবস্থা নেওয়ার সুপারিশ করেছে তদন্ত কমিটি। কেন্দ্রীয় ব্যাংকের পরিদর্শনে ভুয়া কাগজপত্রে ঋণ নেওয়ার প্রমাণ মিলেছে। সংশ্লিষ্ট কর্মকর্তাদের বিরুদ্ধে বিভাগীয় মামলার প্রক্রিয়া শুরু হয়েছে বলে সূত্র জানায়। মোতালেব ও সাম্প্রতিক সময়ে আলোচিত কয়েকটি ঋণ জালিয়াতির ঘটনায় জড়িতদের বিরুদ্ধে ব্যবস্থা নেওয়ার সুপারিশ করেছে তদন্ত কমিটি। কেন্দ্রীয় ব্যাংকের পরিদর্শনে ভুয়া কাগজপত্রে ঋণ নেওয়ার প্রমাণ মিলেছে। সংশ্লিষ্ট কর্মকর্তাদের বিরুদ্ধে বিভাগীয় মামলার প্রক্রিয়া শুরু হয়েছে বলে সূত্র জানায়। [225,453,400,644]
continued-from-label: শেষ পৃষ্ঠার পর [99,96,144,106]
article-headline: ষড়যন্ত্রের বিরুদ্ধে [650,804,742,821]
article [417,1141,592,1500]
masthead-right [705,15,1174,64]
article-body: এসে সেদিনের ঘটনাপ্রবাহ স্মরণ করে বক্তারা বলেন, ১৯৭৫ সালের ১৫ আগস্ট জাতির পিতা বঙ্গবন্ধু শেখ মুজিবুর রহমানকে সপরিবারে হত্যার মধ্য দিয়ে ইতিহাসের কলঙ্কজনক অধ্যায়ের সূচনা হয়। ১৯৮১ সালে শেখ হাসিনা দেশে ফিরে দলের হাল ধরেন। দীর্ঘ সংগ্রামের পথ বেয়ে গণতন্ত্র পুনঃপ্রতিষ্ঠিত হয়। বক্তারা বলেন, ষড়যন্ত্রকারীরা আজও সক্রিয়; তাই ঐক্যবদ্ধ থাকার বিকল্প নেই। আলোচনা সভায় বিভিন্ন সংগঠনের নেতারা উপস্থিত ছিলেন। এসে সেদিনের ঘটনাপ্রবাহ স্মরণ করে বক্তারা বলেন, ১৯৭৫ সালের ১৫ আগস্ট জাতির পিতা বঙ্গবন্ধু শেখ মুজিবুর রহমানকে সপরিবারে হত্যার মধ্য দিয়ে ইতিহাসের কলঙ্কজনক অধ্যায়ের সূচনা হয়। ১৯৮১ সালে শেখ হাসিনা দেশে ফিরে দলের হাল ধরেন। দীর্ঘ সংগ্রামের পথ বেয়ে গণতন্ত্র পুনঃপ্রতিষ্ঠিত হয়। বক্তারা বলেন, ষড়যন্ত্রকারীরা আজও সক্রিয়; তাই ঐক্যবদ্ধ থাকার বিকল্প নেই। আলোচনা সভায় বিভিন্ন সংগঠনের নেতারা উপস্থিত ছিলেন। এসে সেদিনের ঘটনাপ্রবাহ স্মরণ করে বক্তারা বলেন, ১৯৭৫ সালের ১৫ আগস্ট জাতির পিতা বঙ্গবন্ধু শেখ মুজিবুর রহমানকে সপরিবারে হত্যার মধ্য দিয়ে ইতিহাসের কলঙ্কজনক অধ্যায়ের সূচনা হয়। ১৯৮১ সালে শেখ হাসিনা দেশে ফিরে দলের হাল ধরেন। দীর্ঘ সংগ্রামের পথ বেয়ে গণতন্ত্র পুনঃপ্রতিষ্ঠিত হয়। বক্তারা বলেন, ষড়যন্ত্রকারীরা আজও সক্রিয়; তাই ঐক্যবদ্ধ থাকার বিকল্প নেই। আলোচনা সভায় বিভিন্ন সংগঠনের নেতারা উপস্থিত ছিলেন। এসে সেদিনের ঘটনাপ্রবাহ স্মরণ করে বক্তারা বলেন, ১৯৭৫ সালের ১৫ আগস্ট জাতির পিতা বঙ্গবন্ধু শেখ মুজিবুর রহমানকে সপরিবারে হত্যার মধ্য দিয়ে ইতিহাসের কলঙ্কজনক অধ্যায়ের সূচনা হয়। ১৯৮১ সালে শেখ হাসিনা দেশে ফিরে দলের হাল ধরেন। দীর্ঘ সংগ্রামের পথ বেয়ে গণতন্ত্র পুনঃপ্রতিষ্ঠিত হয়। বক্তারা বলেন, ষড়যন্ত্রকারীরা আজও সক্রিয়; তাই ঐক্যবদ্ধ থাকার বিকল্প নেই। আলোচনা সভায় বিভিন্ন সংগঠনের নেতারা উপস্থিত ছিলেন। এসে সেদিনের ঘটনাপ্রবাহ স্মরণ করে বক্তারা বলেন, ১৯৭৫ সালের ১৫ আগস্ট জাতির পিতা বঙ্গবন্ধু শেখ মুজিবুর রহমানকে সপরিবারে হত্যার মধ্য দিয়ে ইতিহাসের কলঙ্কজনক অধ্যায়ের সূচনা হয়। ১৯৮১ সালে শেখ হাসিনা দেশে ফিরে দলের হাল ধরেন। দীর্ঘ সংগ্রামের পথ বেয়ে গণতন্ত্র পুনঃপ্রতিষ্ঠিত হয়। বক্তারা বলেন, ষড়যন্ত্রকারীরা আজও সক্রিয়; তাই ঐক্যবদ্ধ থাকার বিকল্প নেই। আলোচনা সভায় বিভিন্ন সংগঠনের নেতারা উপস্থিত ছিলেন। এসে সেদিনের ঘটনাপ্রবাহ স্মরণ করে বক্তারা বলেন, ১৯৭৫ সালের ১৫ আগস্ট জাতির পিতা বঙ্গবন্ধু শেখ মুজিবুর রহমানকে সপরিবারে হত্যার মধ্য দিয়ে ইতিহাসের কলঙ্কজনক অধ্যায়ের সূচনা হয়। ১৯৮১ সালে শেখ হাসিনা দেশে ফিরে দলের হাল ধরেন। দীর্ঘ সংগ্রামের পথ বেয়ে গণতন্ত্র পুনঃপ্রতিষ্ঠিত হয়। বক্তারা বলেন, ষড়যন্ত্রকারীরা আজও সক্রিয়; তাই ঐক্যবদ্ধ থাকার বিকল্প নেই। আলোচনা সভায় বিভিন্ন সংগঠনের নেতারা উপস্থিত ছিলেন। এসে সেদিনের ঘটনাপ্রবাহ স্মরণ করে বক্তারা বলেন, ১৯৭৫ সালের ১৫ আগস্ট জাতির পিতা বঙ্গবন্ধু শেখ মুজিবুর রহমানকে সপরিবারে হত্যার মধ্য দিয়ে ইতিহাসের কলঙ্কজনক অধ্যায়ের সূচনা হয়। ১৯৮১ সালে শেখ হাসিনা দেশে ফিরে দলের হাল ধরেন। দীর্ঘ সংগ্রামের পথ বেয়ে গণতন্ত্র পুনঃপ্রতিষ্ঠিত হয়। বক্তারা বলেন, ষড়যন্ত্রকারীরা আজও সক্রিয়; তাই ঐক্যবদ্ধ থাকার বিকল্প নেই। আলোচনা সভায় বিভিন্ন সংগঠনের নেতারা উপস্থিত ছিলেন। এসে সেদিনের ঘটনাপ্রবাহ স্মরণ করে বক্তারা বলেন, ১৯৭৫ সালের ১৫ আগস্ট জাতির পিতা বঙ্গবন্ধু শেখ মুজিবুর রহমানকে সপরিবারে হত্যার মধ্য দিয়ে ইতিহাসের কলঙ্কজনক অধ্যায়ের সূচনা হয়। ১৯৮১ সালে শেখ হাসিনা দেশে ফিরে দলের হাল ধরেন। দীর্ঘ সংগ্রামের পথ বেয়ে গণতন্ত্র পুনঃপ্রতিষ্ঠিত হয়। বক্তারা বলেন, ষড়যন্ত্রকারীরা আজও সক্রিয়; তাই ঐক্যবদ্ধ থাকার বিকল্প নেই। আলোচনা সভায় বিভিন্ন সংগঠনের নেতারা উপস্থিত ছিলেন। এসে সেদিনের ঘটনাপ্রবাহ স্মরণ করে বক্তারা বলেন, ১৯৭৫ সালের ১৫ আগস্ট জাতির পিতা বঙ্গবন্ধু শেখ মুজিবুর রহমানকে সপরিবারে হত্যার মধ্য দিয়ে ইতিহাসের কলঙ্কজনক অধ্যায়ের সূচনা হয়। ১৯৮১ সালে শেখ হাসিনা দেশে ফিরে দলের হাল ধরেন। দীর্ঘ সংগ্রামের পথ বেয়ে গণতন্ত্র পুনঃপ্রতিষ্ঠিত হয়। বক্তারা বলেন, ষড়যন্ত্রকারীরা আজও সক্রিয়; তাই ঐক্যবদ্ধ থাকার বিকল্প নেই। আলোচনা সভায় বিভিন্ন সংগঠনের নেতারা উপস্থিত ছিলেন। এসে সেদিনের ঘটনাপ্রবাহ স্মরণ করে বক্তারা বলেন, ১৯৭৫ সালের ১৫ আগস্ট জাতির পিতা বঙ্গবন্ধু শেখ মুজিবুর রহমানকে সপরিবারে হত্যার মধ্য দিয়ে ইতিহাসের কলঙ্কজনক অধ্যায়ের সূচনা হয়। ১৯৮১ সালে শেখ হাসিনা দেশে ফিরে দলের হাল ধরেন। দীর্ঘ সংগ্রামের পথ বেয়ে গণতন্ত্র পুনঃপ্রতিষ্ঠিত হয়। বক্তারা বলেন, ষড়যন্ত্রকারীরা আজও সক্রিয়; তাই ঐক্যবদ্ধ থাকার বিকল্প নেই। আলোচনা সভায় বিভিন্ন সংগঠনের নেতারা উপস্থিত ছিলেন। এসে সেদিনের ঘটনাপ্রবাহ স্মরণ করে বক্তারা বলেন, ১৯৭৫ সালের ১৫ আগস্ট জাতির পিতা বঙ্গবন্ধু শেখ মুজিবুর রহমানকে সপরিবারে হত্যার মধ্য দিয়ে ইতিহাসের কলঙ্কজনক অধ্যায়ের সূচনা হয়। ১৯৮১ সালে শেখ হাসিনা দেশে ফিরে দলের হাল ধরেন। দীর্ঘ সংগ্রামের পথ বেয়ে গণতন্ত্র পুনঃপ্রতিষ্ঠিত হয়। বক্তারা বলেন, ষড়যন্ত্রকারীরা আজও সক্রিয়; তাই ঐক্যবদ্ধ থাকার বিকল্প নেই। আলোচনা সভায় বিভিন্ন সংগঠনের নেতারা উপস্থিত ছিলেন। এসে সেদিনের ঘটনাপ্রবাহ স্মরণ করে বক্তারা বলেন, ১৯৭৫ সালের ১৫ আগস্ট জাতির পিতা বঙ্গবন্ধু শেখ মুজিবুর রহমানকে সপরিবারে হত্যার মধ্য দিয়ে ইতিহাসের কলঙ্কজনক অধ্যায়ের সূচনা হয়। ১৯৮১ সালে শেখ হাসিনা দেশে ফিরে দলের হাল ধরেন। দীর্ঘ সংগ্রামের পথ বেয়ে গণতন্ত্র পুনঃপ্রতিষ্ঠিত হয়। বক্তারা বলেন, ষড়যন্ত্রকারীরা আজও সক্রিয়; তাই ঐক্যবদ্ধ থাকার বিকল্প নেই। আলোচনা সভায় বিভিন্ন সংগঠনের নেতারা উপস্থিত ছিলেন। এসে সেদিনের ঘটনাপ্রবাহ স্মরণ করে বক্তারা বলেন, ১৯৭৫ সালের ১৫ আগস্ট জাতির পিতা বঙ্গবন্ধু শেখ মুজিবুর রহমানকে সপরিবারে হত্যার মধ্য দিয়ে ইতিহাসের কলঙ্কজনক অধ্যায়ের সূচনা হয়। ১৯৮১ সালে শেখ হাসিনা দেশে ফিরে দলের হাল ধরেন। দীর্ঘ সংগ্রামের পথ বেয়ে গণতন্ত্র পুনঃপ্রতিষ্ঠিত হয়। বক্তারা বলেন, ষড়যন্ত্রকারীরা আজও সক্রিয়; তাই ঐক্যবদ্ধ থাকার বিকল্প নেই। আলোচনা সভায় বিভিন্ন সংগঠনের নেতারা উপস্থিত ছিলেন। এসে সেদিনের ঘটনাপ্রবাহ স্মরণ করে বক্তারা বলেন, ১৯৭৫ সালের ১৫ আগস্ট জাতির পিতা বঙ্গবন্ধু শেখ মুজিবুর রহমানকে সপরিবারে হত্যার মধ্য দিয়ে ইতিহাসের কলঙ্কজনক অধ্যায়ের সূচনা হয়। ১৯৮১ সালে শেখ হাসিনা দেশে ফিরে দলের হাল ধরেন। দীর্ঘ সংগ্রামের পথ বেয়ে গণতন্ত্র পুনঃপ্রতিষ্ঠিত হয়। বক্তারা বলেন, ষড়যন্ত্রকারীরা আজও সক্রিয়; তাই ঐক্যবদ্ধ থাকার বিকল্প নেই। আলোচনা সভায় বিভিন্ন সংগঠনের নেতারা উপস্থিত ছিলেন। এসে সেদিনের ঘটনাপ্রবাহ স্মরণ করে বক্তারা বলেন, ১৯৭৫ সালের ১৫ আগস্ট জাতির পিতা বঙ্গবন্ধু শেখ মুজিবুর রহমানকে সপরিবারে হত্যার মধ্য দিয়ে ইতিহাসের কলঙ্কজনক অধ্যায়ের সূচনা হয়। ১৯৮১ সালে শেখ হাসিনা দেশে ফিরে দলের হাল ধরেন। দীর্ঘ সংগ্রামের পথ বেয়ে গণতন্ত্র পুনঃপ্রতিষ্ঠিত হয়। বক্তারা বলেন, ষড়যন্ত্রকারীরা আজও সক্রিয়; তাই ঐক্যবদ্ধ থাকার বিকল্প নেই। আলোচনা সভায় বিভিন্ন সংগঠনের নেতারা উপস্থিত ছিলেন। [991,74,1166,1504]
article-body: পেট্রোকেমিক্যাল খাতের কোম্পানিটির শেয়ারদর এক সপ্তাহে বেড়েছে ২৪ শতাংশ। ডিএসই সূত্রে জানা গেছে, দর বৃদ্ধির শীর্ষ তালিকায় আরও রয়েছে বিমা ও জ্বালানি খাতের কয়েকটি কোম্পানি। অস্বাভাবিক দর বৃদ্ধির কারণ জানতে নোটিশ পাঠিয়েছে কর্তৃপক্ষ। কোম্পানিটি জানিয়েছে, মূল্য সংবেদনশীল কোনো তথ্য তাদের কাছে নেই। পেট্রোকেমিক্যাল খাতের কোম্পানিটির শেয়ারদর এক সপ্তাহে বেড়েছে ২৪ শতাংশ। ডিএসই সূত্রে জানা গেছে, দর বৃদ্ধির শীর্ষ তালিকায় আরও রয়েছে বিমা ও জ্বালানি খাতের কয়েকটি কোম্পানি। অস্বাভাবিক দর বৃদ্ধির কারণ জানতে নোটিশ পাঠিয়েছে কর্তৃপক্ষ। কোম্পানিটি জানিয়েছে, মূল্য সংবেদনশীল কোনো তথ্য তাদের কাছে নেই। পেট্রোকেমিক্যাল খাতের কোম্পানিটির শেয়ারদর এক সপ্তাহে বেড়েছে ২৪ শতাংশ। ডিএসই সূত্রে জানা গেছে, দর বৃদ্ধির শীর্ষ তালিকায় আরও রয়েছে বিমা ও জ্বালানি খাতের কয়েকটি কোম্পানি। অস্বাভাবিক দর বৃদ্ধির কারণ জানতে নোটিশ পাঠিয়েছে কর্তৃপক্ষ। কোম্পানিটি জানিয়েছে, মূল্য সংবেদনশীল কোনো তথ্য তাদের কাছে নেই। [800,1318,975,1530]
article-headline: সম্রাটের বিদেশ যাওয়া ঠেকাতে [37,76,205,92]
article-body: দুর্নীতির মামলায় জামিনে থাকা যুবলীগ ঢাকা দক্ষিণের বহিষ্কৃত সভাপতি ইসমাইল হোসেন চৌধুরী সম্রাটের বিদেশযাত্রা ঠেকাতে আদালতে আবেদন করেছে দুর্নীতি দমন কমিশন। সংস্থাটির আইনজীবী বলেন, চিকিৎসার নামে তিনি দেশ ছাড়ার চেষ্টা করছেন বলে তাদের কাছে তথ্য রয়েছে। আদালত শুনানি শেষে আদেশের জন্য দিন ধার্য করেন। সম্রাটের আইনজীবী বলেন, তার মক্কেল গুরুতর অসুস্থ, উন্নত চিকিৎসার জন্য বিদেশে যাওয়া প্রয়োজন। আদালত সূত্রে জানা গেছে, মামলার পরবর্তী শুনানিতে এ বিষয়ে সিদ্ধান্ত হবে। দুর্নীতির মামলায় জামিনে থাকা যুবলীগ ঢাকা দক্ষিণের বহিষ্কৃত সভাপতি ইসমাইল হোসেন চৌধুরী সম্রাটের বিদেশযাত্রা ঠেকাতে আদালতে আবেদন করেছে দুর্নীতি দমন কমিশন। সংস্থাটির আইনজীবী বলেন, চিকিৎসার নামে তিনি দেশ ছাড়ার চেষ্টা করছেন বলে তাদের কাছে তথ্য রয়েছে। আদালত শুনানি শেষে আদেশের জন্য দিন ধার্য করেন। সম্রাটের আইনজীবী বলেন, তার মক্কেল গুরুতর অসুস্থ, উন্নত চিকিৎসার জন্য বিদেশে যাওয়া প্রয়োজন। আদালত সূত্রে জানা গেছে, মামলার পরবর্তী শুনানিতে এ বিষয়ে সিদ্ধান্ত হবে। দুর্নীতির মামলায় জামিনে থাকা যুবলীগ ঢাকা দক্ষিণের বহিষ্কৃত সভাপতি ইসমাইল হোসেন চৌধুরী সম্রাটের বিদেশযাত্রা ঠেকাতে আদালতে আবেদন করেছে দুর্নীতি দমন কমিশন। সংস্থাটির আইনজীবী বলেন, চিকিৎসার নামে তিনি দেশ ছাড়ার চেষ্টা করছেন বলে তাদের কাছে তথ্য রয়েছে। আদালত শুনানি শেষে আদেশের জন্য দিন ধার্য করেন। সম্রাটের আইনজীবী বলেন, তার মক্কেল গুরুতর অসুস্থ, উন্নত চিকিৎসার জন্য বিদেশে যাওয়া প্রয়োজন। আদালত সূত্রে জানা গেছে, মামলার পরবর্তী শুনানিতে এ বিষয়ে সিদ্ধান্ত হবে। [34,111,209,429]
article-continuation [609,74,784,794]
article [34,1227,209,1565]
continued-from-label: শেষ পৃষ্ঠার পর [482,314,527,324]
article-body: অভিজ্ঞতা নাই তাদের কোনো বিষয়ে পরামর্শ মন্তব্যের নেবো। সফররত প্রতিনিধি দলের সদস্যরা সরকারের বিভিন্ন পর্যায়ের কর্মকর্তাদের সঙ্গে বৈঠক করেছেন। বৈঠক শেষে তারা সাংবাদিকদের বলেন, অবাধ, সুষ্ঠু ও অংশগ্রহণমূলক নির্বাচনের পরিবেশ দেখতে চান তারা। নাগরিক সমাজের প্রতিনিধি ও রাজনৈতিক দলগুলোর সঙ্গেও মতবিনিময় করেছে প্রতিনিধি দলটি। তারা জানিয়েছে, পর্যবেক্ষণে প্রাপ্ত তথ্য প্রতিবেদন আকারে প্রকাশ করা হবে। অভিজ্ঞতা নাই তাদের কোনো বিষয়ে পরামর্শ মন্তব্যের নেবো। সফররত প্রতিনিধি দলের সদস্যরা সরকারের বিভিন্ন পর্যায়ের কর্মকর্তাদের সঙ্গে বৈঠক করেছেন। বৈঠক শেষে তারা সাংবাদিকদের বলেন, অবাধ, সুষ্ঠু ও অংশগ্রহণমূলক নির্বাচনের পরিবেশ দেখতে চান তারা। নাগরিক সমাজের প্রতিনিধি ও রাজনৈতিক দলগুলোর সঙ্গেও মতবিনিময় করেছে প্রতিনিধি দলটি। তারা জানিয়েছে, পর্যবেক্ষণে প্রাপ্ত তথ্য প্রতিবেদন আকারে প্রকাশ করা হবে। অভিজ্ঞতা নাই তাদের কোনো বিষয়ে পরামর্শ মন্তব্যের নেবো। সফররত প্রতিনিধি দলের সদস্যরা সরকারের বিভিন্ন পর্যায়ের কর্মকর্তাদের সঙ্গে বৈঠক করেছেন। বৈঠক শেষে তারা সাংবাদিকদের বলেন, অবাধ, সুষ্ঠু ও অংশগ্রহণমূলক নির্বাচনের পরিবেশ দেখতে চান তারা। নাগরিক সমাজের প্রতিনিধি ও রাজনৈতিক দলগুলোর সঙ্গেও মতবিনিময় করেছে প্রতিনিধি দলটি। তারা জানিয়েছে, পর্যবেক্ষণে প্রাপ্ত তথ্য প্রতিবেদন আকারে প্রকাশ করা হবে। অভিজ্ঞতা নাই তাদের কোনো বিষয়ে পরামর্শ মন্তব্যের নেবো। সফররত প্রতিনিধি দলের সদস্যরা সরকারের বিভিন্ন পর্যায়ের কর্মকর্তাদের সঙ্গে বৈঠক করেছেন। বৈঠক শেষে তারা সাংবাদিকদের বলেন, অবাধ, সুষ্ঠু ও অংশগ্রহণমূলক নির্বাচনের পরিবেশ দেখতে চান তারা। নাগরিক সমাজের প্রতিনিধি ও রাজনৈতিক দলগুলোর সঙ্গেও মতবিনিময় করেছে প্রতিনিধি দলটি। তারা জানিয়েছে, পর্যবেক্ষণে প্রাপ্ত তথ্য প্রতিবেদন আকারে প্রকাশ করা হবে। অভিজ্ঞতা নাই তাদের কোনো বিষয়ে পরামর্শ মন্তব্যের নেবো। সফররত প্রতিনিধি দলের সদস্যরা সরকারের বিভিন্ন পর্যায়ের কর্মকর্তাদের সঙ্গে বৈঠক করেছেন। বৈঠক শেষে তারা সাংবাদিকদের বলেন, অবাধ, সুষ্ঠু ও অংশগ্রহণমূলক নির্বাচনের পরিবেশ দেখতে চান তারা। নাগরিক সমাজের প্রতিনিধি ও রাজনৈতিক দলগুলোর সঙ্গেও মতবিনিময় করেছে প্রতিনিধি দলটি। তারা জানিয়েছে, পর্যবেক্ষণে প্রাপ্ত তথ্য প্রতিবেদন আকারে প্রকাশ করা হবে। অভিজ্ঞতা নাই তাদের কোনো বিষয়ে পরামর্শ মন্তব্যের নেবো। সফররত প্রতিনিধি দলের সদস্যরা সরকারের বিভিন্ন পর্যায়ের কর্মকর্তাদের সঙ্গে বৈঠক করেছেন। বৈঠক শেষে তারা সাংবাদিকদের বলেন, অবাধ, সুষ্ঠু ও অংশগ্রহণমূলক নির্বাচনের পরিবেশ দেখতে চান তারা। নাগরিক সমাজের প্রতিনিধি ও রাজনৈতিক দলগুলোর সঙ্গেও মতবিনিময় করেছে প্রতিনিধি দলটি। তারা জানিয়েছে, পর্যবেক্ষণে প্রাপ্ত তথ্য প্রতিবেদন আকারে প্রকাশ করা হবে। অভিজ্ঞতা নাই তাদের কোনো বিষয়ে পরামর্শ মন্তব্যের নেবো। সফররত প্রতিনিধি দলের সদস্যরা সরকারের বিভিন্ন পর্যায়ের কর্মকর্তাদের সঙ্গে বৈঠক করেছেন। বৈঠক শেষে তারা সাংবাদিকদের বলেন, অবাধ, সুষ্ঠু ও অংশগ্রহণমূলক নির্বাচনের পরিবেশ দেখতে চান তারা। নাগরিক সমাজের প্রতিনিধি ও রাজনৈতিক দলগুলোর সঙ্গেও মতবিনিময় করেছে প্রতিনিধি দলটি। তারা জানিয়েছে, পর্যবেক্ষণে প্রাপ্ত তথ্য প্রতিবেদন আকারে প্রকাশ করা হবে। অভিজ্ঞতা নাই তাদের কোনো বিষয়ে পরামর্শ মন্তব্যের নেবো। সফররত প্রতিনিধি দলের সদস্যরা সরকারের বিভিন্ন পর্যায়ের কর্মকর্তাদের সঙ্গে বৈঠক করেছেন। বৈঠক শেষে তারা সাংবাদিকদের বলেন, অবাধ, সুষ্ঠু ও অংশগ্রহণমূলক নির্বাচনের পরিবেশ দেখতে চান তারা। নাগরিক সমাজের প্রতিনিধি ও রাজনৈতিক দলগুলোর সঙ্গেও মতবিনিময় করেছে প্রতিনিধি দলটি। তারা জানিয়েছে, পর্যবেক্ষণে প্রাপ্ত তথ্য প্রতিবেদন আকারে প্রকাশ করা হবে। [608,74,783,794]
article-headline: ঋণ জালিয়াতি [271,418,354,435]
article-body: চতুর্থ প্রজন্মের এই কোম্পানিটির সভা আগামী সপ্তাহে অনুষ্ঠিত হবে বলে জানা গেছে। সংশ্লিষ্ট সূত্র জানায়, বিমা দাবি পরিশোধে কোম্পানিটি ৯৫ শতাংশ হার অর্জন করেছে। কর্তৃপক্ষ বলছে, গ্রাহকের আস্থা ধরে রাখতে দাবি নিষ্পত্তিতে সর্বোচ্চ অগ্রাধিকার দেওয়া হচ্ছে। ২০২৩ সালের প্রথমার্ধে কোম্পানিটির প্রিমিয়াম আয় বেড়েছে বলে প্রতিবেদনে উল্লেখ করা হয়। চতুর্থ প্রজন্মের এই কোম্পানিটির সভা আগামী সপ্তাহে অনুষ্ঠিত হবে বলে জানা গেছে। সংশ্লিষ্ট সূত্র জানায়, বিমা দাবি পরিশোধে কোম্পানিটি ৯৫ শতাংশ হার অর্জন করেছে। কর্তৃপক্ষ বলছে, গ্রাহকের আস্থা ধরে রাখতে দাবি নিষ্পত্তিতে সর্বোচ্চ অগ্রাধিকার দেওয়া হচ্ছে। ২০২৩ সালের প্রথমার্ধে কোম্পানিটির প্রিমিয়াম আয় বেড়েছে বলে প্রতিবেদনে উল্লেখ করা হয়। চতুর্থ প্রজন্মের এই কোম্পানিটির সভা আগামী সপ্তাহে অনুষ্ঠিত হবে বলে জানা গেছে। সংশ্লিষ্ট সূত্র জানায়, বিমা দাবি পরিশোধে কোম্পানিটি ৯৫ শতাংশ হার অর্জন করেছে। কর্তৃপক্ষ বলছে, গ্রাহকের আস্থা ধরে রাখতে দাবি নিষ্পত্তিতে সর্বোচ্চ অগ্রাধিকার দেওয়া হচ্ছে। ২০২৩ সালের প্রথমার্ধে কোম্পানিটির প্রিমিয়াম আয় বেড়েছে বলে প্রতিবেদনে উল্লেখ করা হয়। চতুর্থ প্রজন্মের এই কোম্পানিটির সভা আগামী সপ্তাহে অনুষ্ঠিত হবে বলে জানা গেছে। সংশ্লিষ্ট সূত্র জানায়, বিমা দাবি পরিশোধে কোম্পানিটি ৯৫ শতাংশ হার অর্জন করেছে। কর্তৃপক্ষ বলছে, গ্রাহকের আস্থা ধরে রাখতে দাবি নিষ্পত্তিতে সর্বোচ্চ অগ্রাধিকার দেওয়া হচ্ছে। ২০২৩ সালের প্রথমার্ধে কোম্পানিটির প্রিমিয়াম আয় বেড়েছে বলে প্রতিবেদনে উল্লেখ করা হয়। [225,111,400,408]
article [417,493,592,711]
article [34,1015,209,1222]
article-body: সামনের বাংলাদেশ যে পথে চলছে, ২০১৪ ও ২০১৮ সালের নির্বাচন নিয়ে আন্তর্জাতিক মহলে আলোচনা রয়েছে। কূটনীতিকরা বলছেন, অংশগ্রহণমূলক ও শান্তিপূর্ণ নির্বাচনের পরিবেশ তৈরি করা সব পক্ষের দায়িত্ব। রাজনৈতিক দলগুলোর মধ্যে সংলাপের আহ্বান জানিয়েছে বিভিন্ন মহল। পর্যবেক্ষকরা বলছেন, সামনের মাসগুলোতে রাজপথের কর্মসূচি বাড়তে পারে। সামনের বাংলাদেশ যে পথে চলছে, ২০১৪ ও ২০১৮ সালের নির্বাচন নিয়ে আন্তর্জাতিক মহলে আলোচনা রয়েছে। কূটনীতিকরা বলছেন, অংশগ্রহণমূলক ও শান্তিপূর্ণ নির্বাচনের পরিবেশ তৈরি করা সব পক্ষের দায়িত্ব। রাজনৈতিক দলগুলোর মধ্যে সংলাপের আহ্বান জানিয়েছে বিভিন্ন মহল। পর্যবেক্ষকরা বলছেন, সামনের মাসগুলোতে রাজপথের কর্মসূচি বাড়তে পারে। [417,329,592,488]
section-title: খবরের শেষাংশ [705,21,899,59]
article-headline: তারেকের ৯ জোবায়দার [56,1232,186,1249]
news-column-6 [983,74,1175,1822]
article [800,1260,975,1531]
continued-from-label: শেষ পৃষ্ঠার পর [673,824,718,834]
article [800,1059,975,1256]
continued-from-label: শেষ পৃষ্ঠার পর [99,477,144,487]
article-body: সম্পাদক পরিষদের নেতারা বলেন, গণমাধ্যমের স্বাধীনতার বিরুদ্ধে যে কোনো ষড়যন্ত্র প্রতিহত করা হবে। সভায় বক্তারা স্বাধীন সাংবাদিকতার সুরক্ষায় আইনি সংস্কারের দাবি জানান। তারা বলেন, জবাবদিহিমূলক সমাজ গঠনে মুক্ত গণমাধ্যমের বিকল্প নেই। সম্পাদক পরিষদের নেতারা বলেন, গণমাধ্যমের স্বাধীনতার বিরুদ্ধে যে কোনো ষড়যন্ত্র প্রতিহত করা হবে। সভায় বক্তারা স্বাধীন সাংবাদিকতার সুরক্ষায় আইনি সংস্কারের দাবি জানান। তারা বলেন, জবাবদিহিমূলক সমাজ গঠনে মুক্ত গণমাধ্যমের বিকল্প নেই। সম্পাদক পরিষদের নেতারা বলেন, গণমাধ্যমের স্বাধীনতার বিরুদ্ধে যে কোনো ষড়যন্ত্র প্রতিহত করা হবে। সভায় বক্তারা স্বাধীন সাংবাদিকতার সুরক্ষায় আইনি সংস্কারের দাবি জানান। তারা বলেন, জবাবদিহিমূলক সমাজ গঠনে মুক্ত গণমাধ্যমের বিকল্প নেই। [608,839,783,1009]
article-headline: বাংলাদেশে যে আইনের শাসন আছে, [424,893,585,927]
article-headline: জানলে খোকা তার [643,1019,748,1036]
article [226,648,401,912]
article [800,851,975,1055]
weekday: বৃহস্পতিবার [1026,24,1097,42]
columns-region [26,74,1174,1822]
page-number: ৭ [950,18,1013,62]
article-headline: ‘আসল-নকল পর্যবেক্ষক [248,922,378,939]
continued-from-label: শেষ পৃষ্ঠার পর [482,740,527,750]
article-headline: রাজনৈতিক পরিস্থিতি [436,292,573,310]
news-column-3 [408,74,600,1822]
article [34,74,209,429]
article-continuation [992,74,1167,1504]
continued-from-label: শেষ পৃষ্ঠার পর [99,1059,144,1069]
masthead-left [26,3,188,62]
date-block [1012,24,1174,56]
article-body: হৃদয় বিদারক এ ঘটনার বর্ণনা দিতে গিয়ে স্বজনরা কান্নায় ভেঙে পড়েন। প্রতিবেশীরা জানান, ছেলেটি ছোটবেলা থেকেই শান্ত স্বভাবের ছিল। ঘটনার তদন্তে পুলিশ একাধিক বিষয় খতিয়ে দেখছে। পরিবারের দাবি, দোষীদের দৃষ্টান্তমূলক শাস্তি নিশ্চিত করতে হবে। হৃদয় বিদারক এ ঘটনার বর্ণনা দিতে গিয়ে স্বজনরা কান্নায় ভেঙে পড়েন। প্রতিবেশীরা জানান, ছেলেটি ছোটবেলা থেকেই শান্ত স্বভাবের ছিল। ঘটনার তদন্তে পুলিশ একাধিক বিষয় খতিয়ে দেখছে। পরিবারের দাবি, দোষীদের দৃষ্টান্তমূলক শাস্তি নিশ্চিত করতে হবে। হৃদয় বিদারক এ ঘটনার বর্ণনা দিতে গিয়ে স্বজনরা কান্নায় ভেঙে পড়েন। প্রতিবেশীরা জানান, ছেলেটি ছোটবেলা থেকেই শান্ত স্বভাবের ছিল। ঘটনার তদন্তে পুলিশ একাধিক বিষয় খতিয়ে দেখছে। পরিবারের দাবি, দোষীদের দৃষ্টান্তমূলক শাস্তি নিশ্চিত করতে হবে। হৃদয় বিদারক এ ঘটনার বর্ণনা দিতে গিয়ে স্বজনরা কান্নায় ভেঙে পড়েন। প্রতিবেশীরা জানান, ছেলেটি ছোটবেলা থেকেই শান্ত স্বভাবের ছিল। ঘটনার তদন্তে পুলিশ একাধিক বিষয় খতিয়ে দেখছে। পরিবারের দাবি, দোষীদের দৃষ্টান্তমূলক শাস্তি নিশ্চিত করতে হবে। হৃদয় বিদারক এ ঘটনার বর্ণনা দিতে গিয়ে স্বজনরা কান্নায় ভেঙে পড়েন। প্রতিবেশীরা জানান, ছেলেটি ছোটবেলা থেকেই শান্ত স্বভাবের ছিল। ঘটনার তদন্তে পুলিশ একাধিক বিষয় খতিয়ে দেখছে। পরিবারের দাবি, দোষীদের দৃষ্টান্তমূলক শাস্তি নিশ্চিত করতে হবে। হৃদয় বিদারক এ ঘটনার বর্ণনা দিতে গিয়ে স্বজনরা কান্নায় ভেঙে পড়েন। প্রতিবেশীরা জানান, ছেলেটি ছোটবেলা থেকেই শান্ত স্বভাবের ছিল। ঘটনার তদন্তে পুলিশ একাধিক বিষয় খতিয়ে দেখছে। পরিবারের দাবি, দোষীদের দৃষ্টান্তমূলক শাস্তি নিশ্চিত করতে হবে। হৃদয় বিদারক এ ঘটনার বর্ণনা দিতে গিয়ে স্বজনরা কান্নায় ভেঙে পড়েন। প্রতিবেশীরা জানান, ছেলেটি ছোটবেলা থেকেই শান্ত স্বভাবের ছিল। ঘটনার তদন্তে পুলিশ একাধিক বিষয় খতিয়ে দেখছে। পরিবারের দাবি, দোষীদের দৃষ্টান্তমূলক শাস্তি নিশ্চিত করতে হবে। [608,1054,783,1426]
article-body: জ্ঞাত আয়বহির্ভূত সম্পদ অর্জনের মামলায় বিএনপির ভারপ্রাপ্ত চেয়ারম্যান তারেক রহমানকে নয় বছর ও তার স্ত্রী জোবায়দা রহমানকে তিন বছরের কারাদণ্ড দিয়েছেন আদালত। রায় ঘোষণার সময় আসামিরা আদালতে অনুপস্থিত ছিলেন। দুদকের আইনজীবী বলেন, রায়ে ন্যায়বিচার প্রতিষ্ঠিত হয়েছে। আসামিপক্ষের আইনজীবীরা বলেন, রায়ের বিরুদ্ধে আপিল করা হবে। জ্ঞাত আয়বহির্ভূত সম্পদ অর্জনের মামলায় বিএনপির ভারপ্রাপ্ত চেয়ারম্যান তারেক রহমানকে নয় বছর ও তার স্ত্রী জোবায়দা রহমানকে তিন বছরের কারাদণ্ড দিয়েছেন আদালত। রায় ঘোষণার সময় আসামিরা আদালতে অনুপস্থিত ছিলেন। দুদকের আইনজীবী বলেন, রায়ে ন্যায়বিচার প্রতিষ্ঠিত হয়েছে। আসামিপক্ষের আইনজীবীরা বলেন, রায়ের বিরুদ্ধে আপিল করা হবে। জ্ঞাত আয়বহির্ভূত সম্পদ অর্জনের মামলায় বিএনপির ভারপ্রাপ্ত চেয়ারম্যান তারেক রহমানকে নয় বছর ও তার স্ত্রী জোবায়দা রহমানকে তিন বছরের কারাদণ্ড দিয়েছেন আদালত। রায় ঘোষণার সময় আসামিরা আদালতে অনুপস্থিত ছিলেন। দুদকের আইনজীবী বলেন, রায়ে ন্যায়বিচার প্রতিষ্ঠিত হয়েছে। আসামিপক্ষের আইনজীবীরা বলেন, রায়ের বিরুদ্ধে আপিল করা হবে। জ্ঞাত আয়বহির্ভূত সম্পদ অর্জনের মামলায় বিএনপির ভারপ্রাপ্ত চেয়ারম্যান তারেক রহমানকে নয় বছর ও তার স্ত্রী জোবায়দা রহমানকে তিন বছরের কারাদণ্ড দিয়েছেন আদালত। রায় ঘোষণার সময় আসামিরা আদালতে অনুপস্থিত ছিলেন। দুদকের আইনজীবী বলেন, রায়ে ন্যায়বিচার প্রতিষ্ঠিত হয়েছে। আসামিপক্ষের আইনজীবীরা বলেন, রায়ের বিরুদ্ধে আপিল করা হবে। [34,1268,209,1565]
continued-from-label: শেষ পৃষ্ঠার পর [290,96,335,106]
article [226,916,401,1477]
article [226,412,401,644]
article-headline: দায়িত্ব পাওয়া বড় কিছু না [806,858,969,877]
article-headline: ‘আসল-নকল পর্যবেক্ষক দেখার [420,1146,588,1163]
date-line: ৩ আগস্ট ২০২৩ । ১৯ শ্রাবণ ১৪৩০ [1026,42,1174,55]
